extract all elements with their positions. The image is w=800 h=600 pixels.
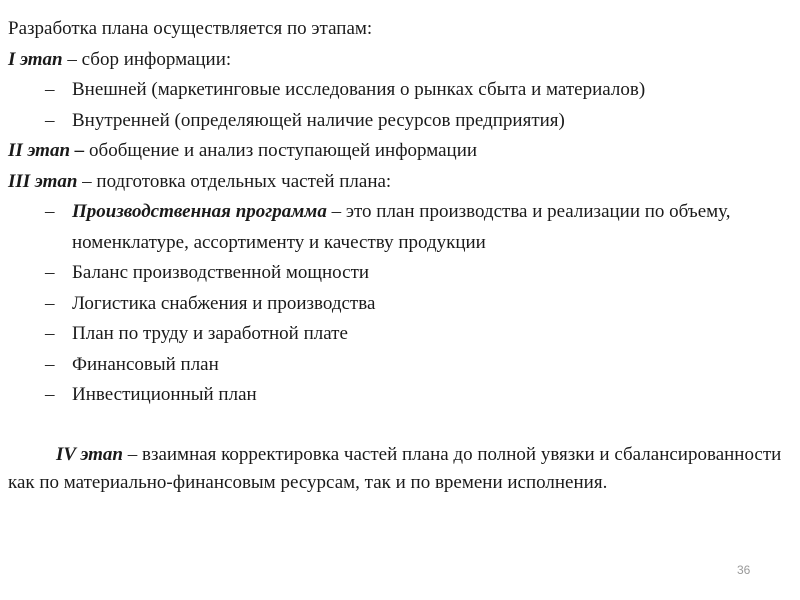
stage-4-paragraph xyxy=(8,441,792,497)
stage-3-list xyxy=(8,197,792,411)
stage-1-text: – сбор информации: xyxy=(62,48,232,70)
stage-1-heading xyxy=(8,45,792,76)
dash-bullet: – xyxy=(45,353,55,375)
production-program-term: Производственная программа xyxy=(72,201,327,222)
list-item-text: Финансовый план xyxy=(72,353,219,375)
dash-bullet: – xyxy=(45,384,55,405)
list-item-text: Внутренней (определяющей наличие ресурсов предприятия) xyxy=(72,109,565,131)
stage-2-heading xyxy=(8,136,792,167)
list-item-text: План по труду и заработной плате xyxy=(72,323,348,344)
stage-4-text: – взаимная корректировка частей плана до полной увязки и сбалансированности как по материально-финансовым ресурсам, так и по времени исполнения. xyxy=(8,443,782,493)
list-item-text: Инвестиционный план xyxy=(72,384,257,405)
stage-4-label: IV этап xyxy=(56,443,123,465)
list-item xyxy=(8,75,792,106)
spacer xyxy=(8,411,792,441)
list-item xyxy=(8,350,792,381)
slide-content xyxy=(8,14,792,497)
dash-bullet: – xyxy=(45,262,55,283)
dash-bullet: – xyxy=(45,201,55,222)
dash-bullet: – xyxy=(45,323,55,344)
list-item xyxy=(8,258,792,289)
stage-3-heading xyxy=(8,167,792,198)
stage-1-label: I этап xyxy=(8,48,63,70)
list-item xyxy=(8,380,792,411)
dash-bullet: – xyxy=(45,292,55,314)
dash-bullet: – xyxy=(45,109,55,131)
dash-bullet: – xyxy=(45,79,55,100)
production-program-text: – это план производства и реализации по объему, номенклатуре, ассортименту и качеству продукции xyxy=(72,201,731,253)
list-item-text: Баланс производственной мощности xyxy=(72,262,370,283)
list-item xyxy=(8,197,772,258)
stage-3-label: III этап xyxy=(8,170,78,192)
list-item xyxy=(8,289,792,320)
intro-text: Разработка плана осуществляется по этапам: xyxy=(8,18,373,39)
list-item-text: Логистика снабжения и производства xyxy=(72,292,376,314)
list-item-text: Внешней (маркетинговые исследования о рынках сбыта и материалов) xyxy=(72,79,646,100)
stage-2-label: II этап – xyxy=(8,140,85,161)
stage-3-text: – подготовка отдельных частей плана: xyxy=(77,170,392,192)
stage-2-text: обобщение и анализ поступающей информации xyxy=(84,140,478,161)
list-item xyxy=(8,106,792,137)
page-number: 36 xyxy=(737,563,751,577)
stage-1-list xyxy=(8,75,792,136)
list-item xyxy=(8,319,792,350)
